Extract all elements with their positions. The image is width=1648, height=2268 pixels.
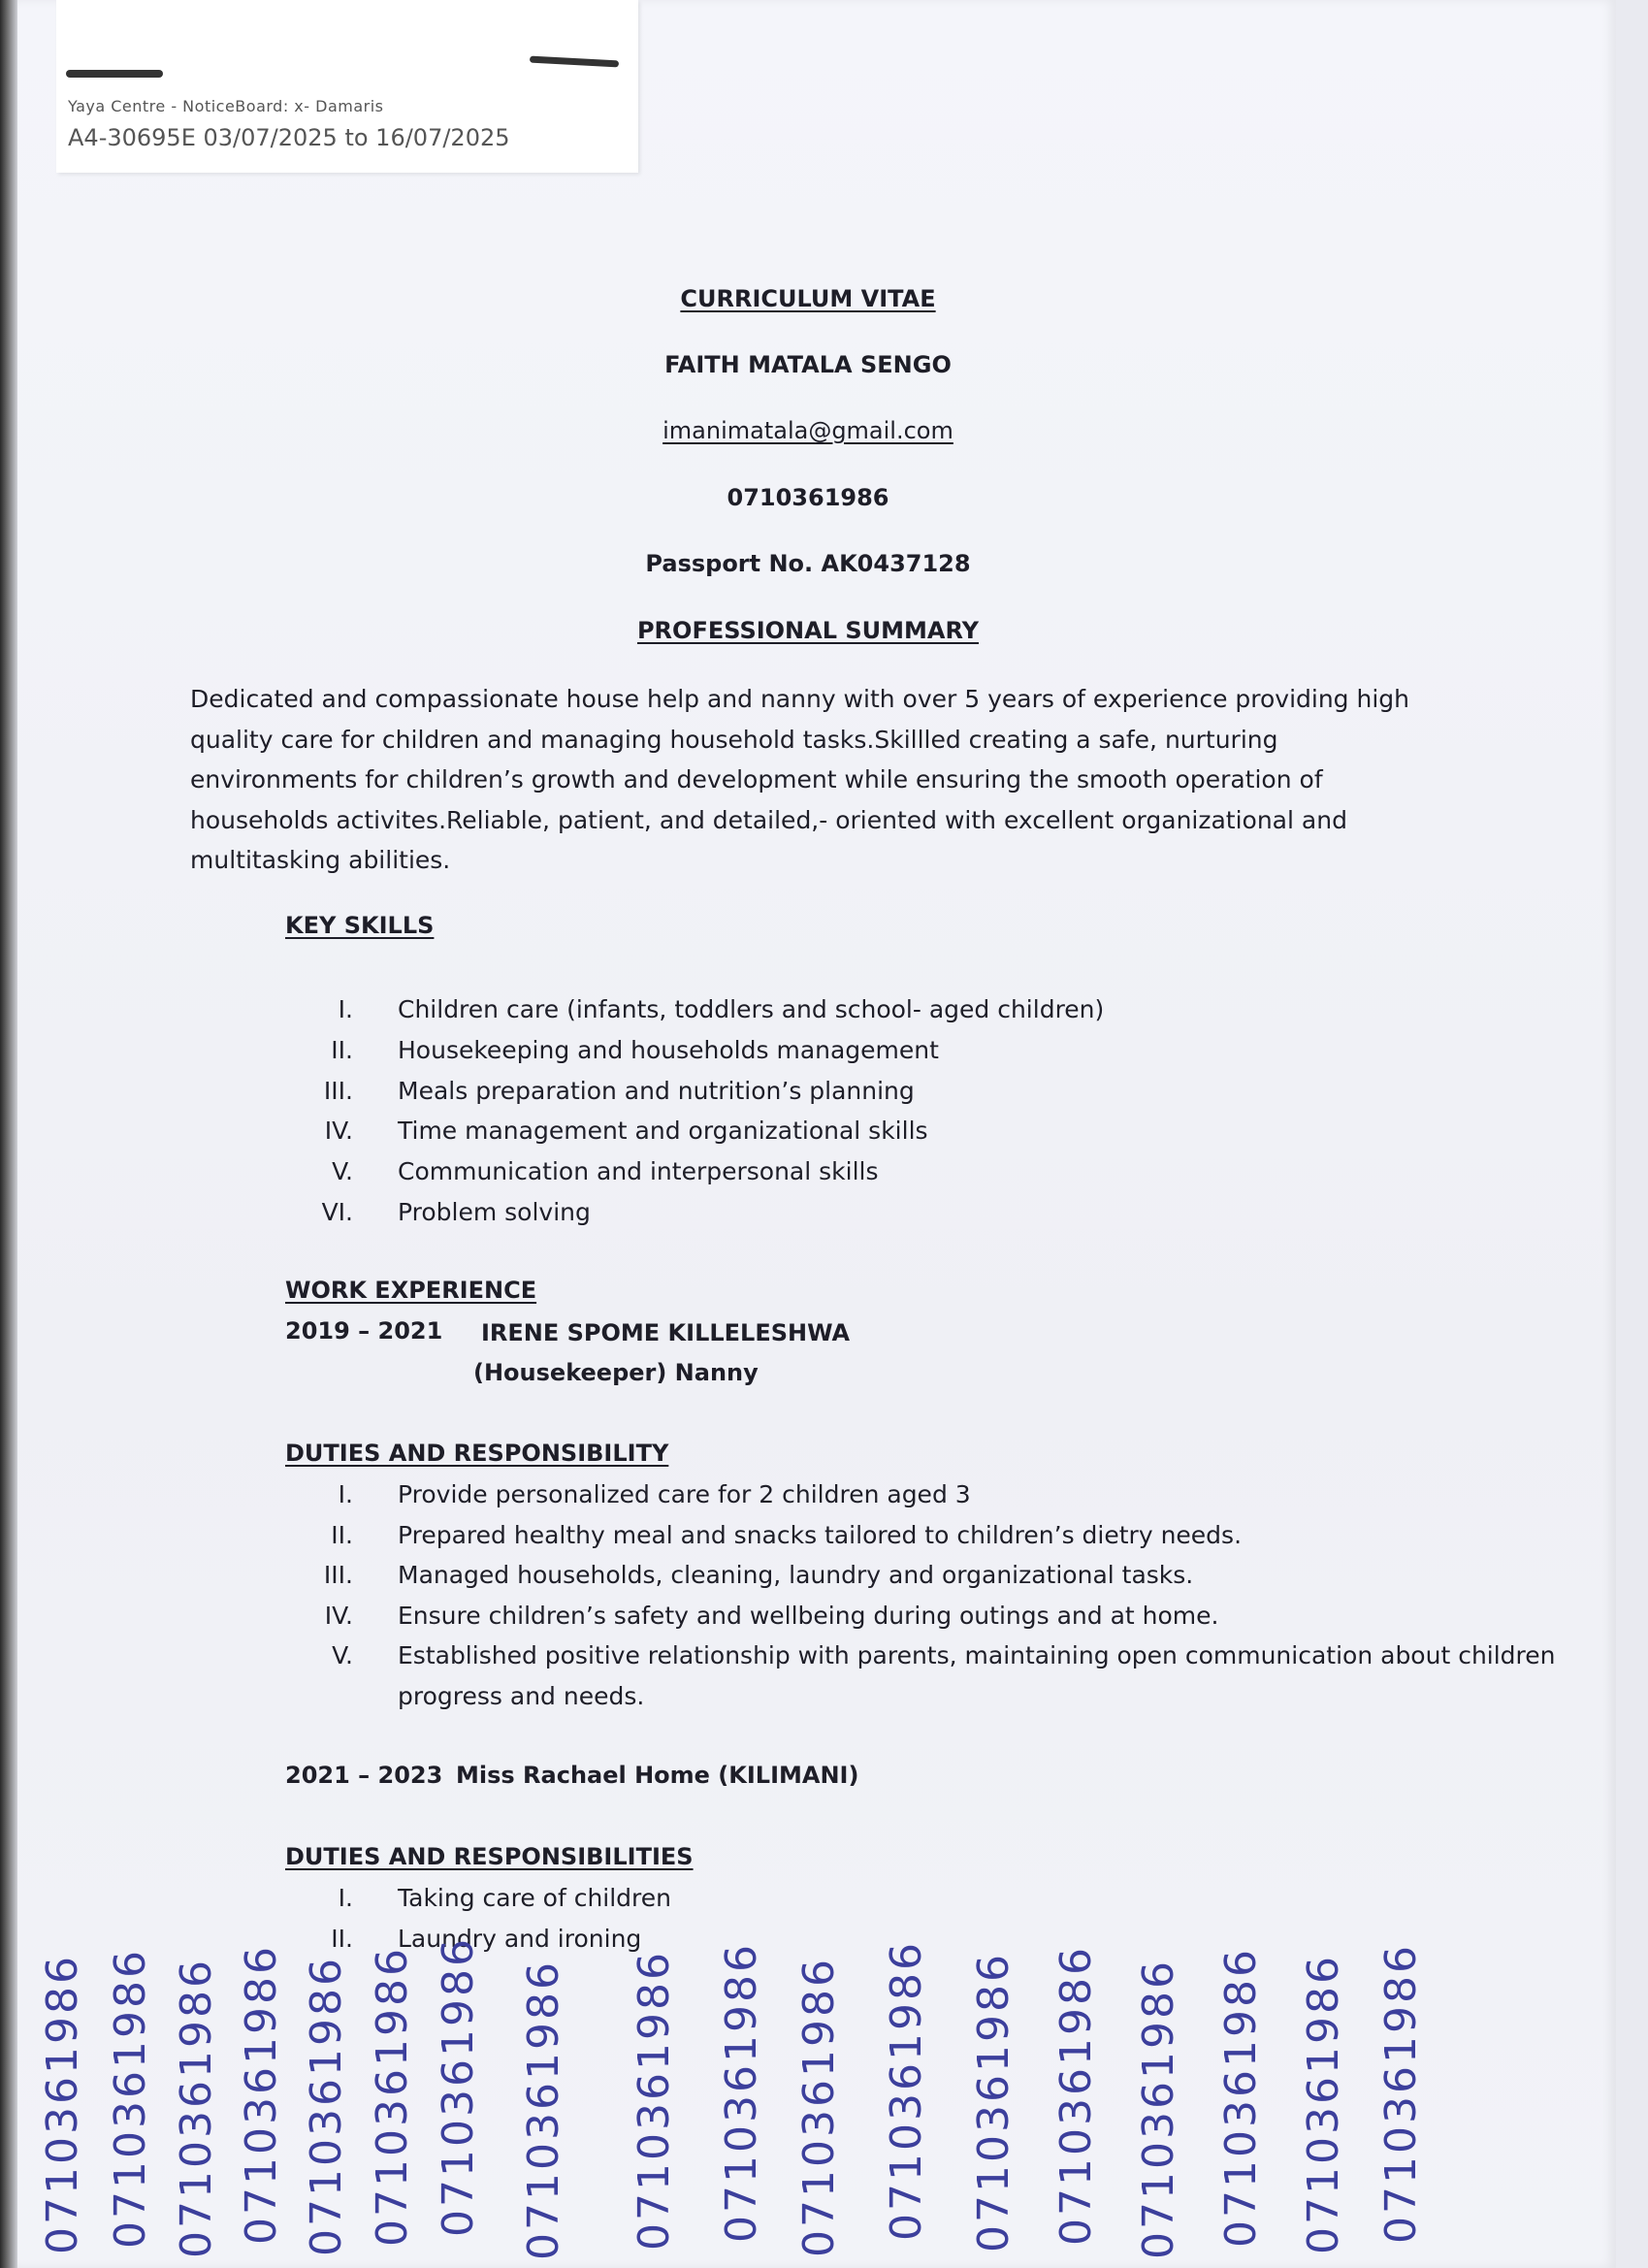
list-text: Communication and interpersonal skills [398, 1157, 879, 1186]
handwritten-phone: 0710361986 [630, 1950, 679, 2251]
list-text: Managed households, cleaning, laundry and organizational tasks. [398, 1561, 1194, 1589]
duty-item [285, 1596, 1616, 1636]
job2-employer: Miss Rachael Home (KILIMANI) [456, 1762, 859, 1789]
skill-item [285, 1111, 1104, 1151]
handwritten-phone: 0710361986 [519, 1960, 568, 2260]
cv-page [17, 0, 1616, 2268]
list-number: I. [338, 1480, 353, 1508]
list-number: V. [332, 1641, 353, 1669]
handwritten-phone: 0710361986 [1216, 1947, 1266, 2248]
summary-text: Dedicated and compassionate house help and nanny with over 5 years of experience providing high quality care for children and managing household tasks.Skillled creating a safe, nurturing environments for children’s growth and development while ensuring the smooth operation of households activites.Reliable, patient, and detailed,- oriented with excellent organizational and multitasking abilities. [190, 685, 1410, 874]
summary-heading: PROFESSIONAL SUMMARY [636, 617, 980, 644]
list-text: Children care (infants, toddlers and school- aged children) [398, 995, 1105, 1023]
list-number: III. [323, 1561, 353, 1589]
list-number: III. [323, 1076, 353, 1105]
list-number: II. [331, 1035, 353, 1064]
duty-item [285, 1878, 671, 1919]
handwritten-phone: 0710361986 [237, 1944, 286, 2245]
job1-duties-heading: DUTIES AND RESPONSIBILITY [285, 1440, 669, 1467]
list-text: Problem solving [398, 1197, 591, 1226]
cv-email[interactable]: imanimatala@gmail.com [662, 417, 953, 444]
work-heading: WORK EXPERIENCE [285, 1277, 537, 1304]
scan-edge [0, 0, 17, 2268]
handwritten-phone: 0710361986 [106, 1948, 155, 2249]
job2-years: 2021 – 2023 [285, 1762, 443, 1789]
tape-mark [530, 56, 619, 68]
list-number: II. [331, 1924, 353, 1953]
skill-item [285, 1030, 1104, 1071]
job1-years: 2019 – 2021 [285, 1317, 443, 1345]
handwritten-phone: 0710361986 [1051, 1945, 1101, 2246]
skills-list [285, 989, 1104, 1233]
handwritten-phone: 0710361986 [969, 1952, 1018, 2252]
tape-mark [66, 70, 163, 78]
duty-item [285, 1555, 1616, 1596]
job1-employer: IRENE SPOME KILLELESHWA [481, 1319, 851, 1346]
list-number: I. [338, 995, 353, 1023]
handwritten-phone: 0710361986 [882, 1940, 931, 2241]
list-text: Prepared healthy meal and snacks tailored to children’s dietry needs. [398, 1520, 1243, 1549]
list-text: Taking care of children [398, 1884, 672, 1912]
sticker-reference: A4-30695E 03/07/2025 to 16/07/2025 [68, 124, 510, 151]
list-number: VI. [321, 1197, 353, 1226]
list-text: Ensure children’s safety and wellbeing during outings and at home. [398, 1601, 1219, 1630]
handwritten-phone: 0710361986 [434, 1936, 483, 2237]
list-text: Housekeeping and households management [398, 1035, 939, 1064]
duty-item [285, 1515, 1616, 1556]
list-number: IV. [324, 1601, 353, 1630]
cv-title: CURRICULUM VITAE [680, 285, 936, 312]
list-number: IV. [324, 1117, 353, 1146]
job1-role: (Housekeeper) Nanny [473, 1359, 759, 1386]
noticeboard-sticker [56, 0, 638, 173]
duty-item [285, 1474, 1616, 1515]
handwritten-phone: 0710361986 [1134, 1959, 1183, 2259]
skill-item [285, 1071, 1104, 1112]
list-text: Provide personalized care for 2 children aged 3 [398, 1480, 971, 1508]
list-text: Established positive relationship with parents, maintaining open communication about children progress and needs. [398, 1641, 1556, 1710]
handwritten-phone: 0710361986 [172, 1958, 221, 2258]
handwritten-phone: 0710361986 [38, 1954, 87, 2254]
cv-name: FAITH MATALA SENGO [664, 351, 952, 378]
duty-item [285, 1636, 1616, 1716]
handwritten-phone: 0710361986 [717, 1942, 766, 2243]
cv-passport: Passport No. AK0437128 [645, 550, 971, 577]
list-text: Time management and organizational skills [398, 1117, 928, 1146]
skills-heading: KEY SKILLS [285, 912, 435, 939]
list-text: Meals preparation and nutrition’s planning [398, 1076, 915, 1105]
job1-duties-list [285, 1474, 1616, 1716]
list-text: Laundry and ironing [398, 1924, 642, 1953]
list-number: V. [332, 1157, 353, 1186]
handwritten-phone: 0710361986 [302, 1956, 351, 2256]
handwritten-phone: 0710361986 [794, 1957, 844, 2257]
handwritten-phone: 0710361986 [368, 1946, 417, 2247]
handwritten-phone: 0710361986 [1299, 1954, 1348, 2254]
skill-item [285, 989, 1104, 1030]
skill-item [285, 1151, 1104, 1192]
sticker-source: Yaya Centre - NoticeBoard: x- Damaris [68, 97, 384, 115]
handwritten-phone: 0710361986 [1376, 1943, 1426, 2244]
list-number: I. [338, 1884, 353, 1912]
skill-item [285, 1192, 1104, 1233]
list-number: II. [331, 1520, 353, 1549]
job2-duties-heading: DUTIES AND RESPONSIBILITIES [285, 1843, 694, 1870]
cv-phone: 0710361986 [727, 484, 889, 511]
